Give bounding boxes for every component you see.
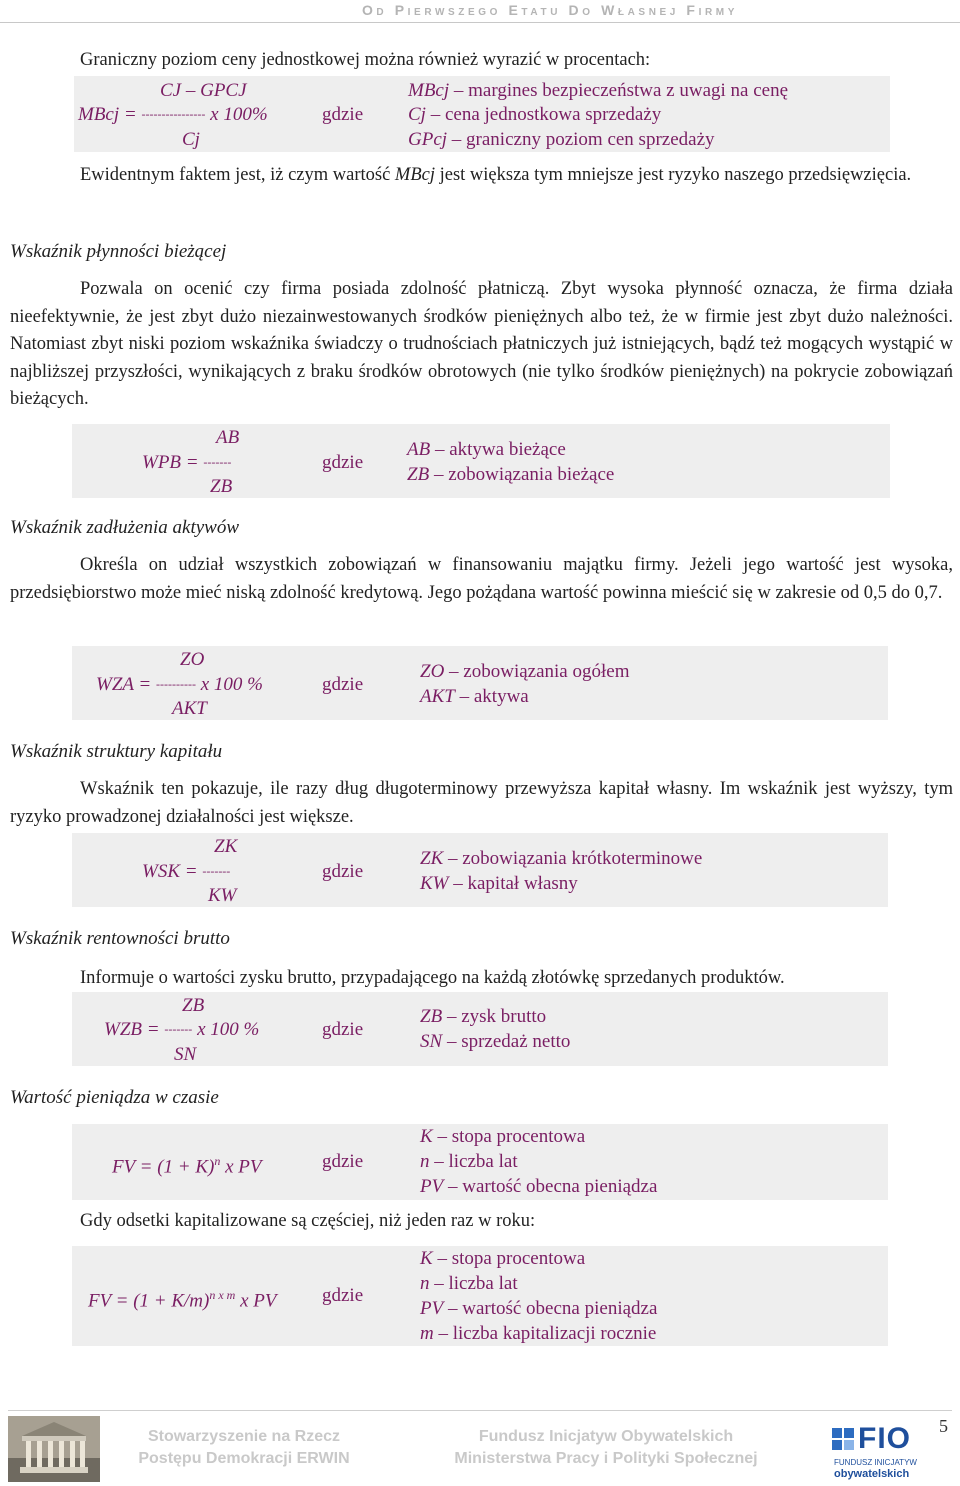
header-rule [0, 22, 960, 23]
formula-where: gdzie [322, 452, 364, 473]
formula-line [88, 1283, 277, 1313]
formula-denominator: SN [174, 1044, 197, 1065]
footer-rule [8, 1410, 952, 1411]
formula-def: ZO – zobowiązania ogółem [420, 661, 630, 682]
page-number: 5 [939, 1416, 948, 1436]
formula-denominator: Cj [182, 129, 200, 150]
footer-org-left: Stowarzyszenie na Rzecz Postępu Demokracji ERWIN [138, 1428, 350, 1467]
formula-where: gdzie [322, 1151, 364, 1172]
formula-def: Cj – cena jednostkowa sprzedaży [408, 104, 662, 125]
formula-multiplier: x 100% [210, 104, 268, 125]
formula-numerator: ZO [180, 649, 205, 670]
intro-text: Graniczny poziom ceny jednostkowej można również wyrazić w procentach: [80, 50, 651, 70]
formula-line [142, 450, 231, 475]
paragraph: Pozwala on ocenić czy firma posiada zdolność płatniczą. Zbyt wysoka płynność oznacza, że firma działa nieefektywnie, że jest zbyt dużo niezainwestowanych środków pieniężnych albo też, że w firmie jest zbyt dużo należności. Natomiast zbyt niski poziom wskaźnika świadczy o trudnościach płatniczych już istniejących, bądź też mogących wystąpić w najbliższej przyszłości, wynikających z braku środków obrotowych (nie tylko środków pieniężnych) na pokrycie zobowiązań bieżących. [10, 279, 953, 409]
section-heading: Wskaźnik płynności bieżącej [10, 241, 227, 262]
formula-lhs: WPB = [142, 452, 199, 473]
formula-lhs: MBcj = [78, 104, 137, 125]
formula-where: gdzie [322, 1019, 364, 1040]
formula-line [104, 1017, 259, 1042]
paragraph: Wskaźnik ten pokazuje, ile razy dług długoterminowy przewyższa kapitał własny. Im wskaźnik jest wyższy, tym ryzyko prowadzonej działalności jest większe. [10, 779, 953, 827]
formula-tail: x PV [220, 1156, 262, 1178]
section-heading: Wskaźnik struktury kapitału [10, 741, 223, 762]
formula-def: AB – aktywa bieżące [407, 439, 566, 460]
formula-numerator: ZB [182, 995, 205, 1016]
formula-denominator: KW [208, 885, 237, 906]
formula-def: ZK – zobowiązania krótkoterminowe [420, 848, 703, 869]
formula-exponent: n x m [209, 1288, 236, 1302]
temple-logo-icon [8, 1416, 100, 1482]
formula-def: SN – sprzedaż netto [420, 1031, 571, 1052]
formula-line [142, 859, 230, 884]
formula-fraction-bar: ---------- [155, 677, 196, 691]
section-heading: Wskaźnik zadłużenia aktywów [10, 517, 240, 538]
paragraph: Określa on udział wszystkich zobowiązań w finansowaniu majątku firmy. Jeżeli jego wartość jest wysoka, przedsiębiorstwo może mieć niską zdolność kredytową. Jego pożądana wartość powinna mieścić się w zakresie od 0,5 do 0,7. [10, 555, 953, 603]
paragraph: Ewidentnym faktem jest, iż czym wartość MBcj jest większa tym mniejsze jest ryzyko naszego przedsięwzięcia. [80, 165, 912, 185]
formula-def: GPcj – graniczny poziom cen sprzedaży [408, 129, 715, 150]
formula-numerator: ZK [214, 836, 238, 857]
formula-denominator: AKT [172, 698, 207, 719]
formula-def: KW – kapitał własny [420, 873, 578, 894]
formula-denominator: ZB [210, 476, 233, 497]
formula-base: FV = (1 + K/m) [88, 1290, 210, 1312]
formula-def: K – stopa procentowa [420, 1126, 586, 1147]
page-footer [0, 1410, 960, 1486]
formula-def: AKT – aktywa [420, 686, 529, 707]
footer-org-center: Fundusz Inicjatyw Obywatelskich Ministerstwa Pracy i Polityki Społecznej [454, 1428, 758, 1467]
paragraph: Gdy odsetki kapitalizowane są częściej, niż jeden raz w roku: [80, 1211, 536, 1231]
fio-logo-icon: FIO FUNDUSZ INICJATYW obywatelskich [834, 1422, 917, 1480]
formula-base: FV = (1 + K) [112, 1156, 215, 1178]
formula-def: MBcj – margines bezpieczeństwa z uwagi na cenę [408, 80, 789, 101]
formula-numerator: CJ – GPCJ [160, 80, 247, 101]
formula-fraction-bar: ---------------- [141, 107, 206, 121]
formula-def: PV – wartość obecna pieniądza [420, 1176, 658, 1197]
header-title: Od Pierwszego Etatu Do Własnej Firmy [361, 2, 738, 18]
formula-def: m – liczba kapitalizacji rocznie [420, 1323, 657, 1344]
page-header [0, 0, 960, 22]
section-heading: Wartość pieniądza w czasie [10, 1087, 219, 1108]
formula-lhs: WZA = [96, 674, 152, 695]
formula-fraction-bar: ------- [203, 455, 232, 469]
formula-fraction-bar: ------- [164, 1022, 193, 1036]
section-heading: Wskaźnik rentowności brutto [10, 928, 230, 949]
formula-where: gdzie [322, 1285, 364, 1306]
formula-def: ZB – zysk brutto [420, 1006, 547, 1027]
formula-lhs: WZB = [104, 1019, 160, 1040]
formula-def: n – liczba lat [420, 1273, 518, 1294]
formula-def: K – stopa procentowa [420, 1248, 586, 1269]
formula-lhs: WSK = [142, 861, 198, 882]
formula-line [96, 672, 263, 697]
formula-multiplier: x 100 % [200, 674, 263, 695]
formula-def: ZB – zobowiązania bieżące [407, 464, 615, 485]
formula-def: n – liczba lat [420, 1151, 518, 1172]
formula-where: gdzie [322, 861, 364, 882]
formula-tail: x PV [235, 1290, 277, 1312]
formula-line [112, 1149, 262, 1179]
formula-line [78, 102, 268, 127]
formula-numerator: AB [216, 427, 240, 448]
formula-multiplier: x 100 % [197, 1019, 260, 1040]
formula-exponent: n [214, 1154, 221, 1168]
paragraph: Informuje o wartości zysku brutto, przypadającego na każdą złotówkę sprzedanych produktów. [80, 968, 785, 988]
formula-where: gdzie [322, 674, 364, 695]
formula-def: PV – wartość obecna pieniądza [420, 1298, 658, 1319]
formula-where: gdzie [322, 104, 364, 125]
formula-fraction-bar: ------- [202, 864, 231, 878]
